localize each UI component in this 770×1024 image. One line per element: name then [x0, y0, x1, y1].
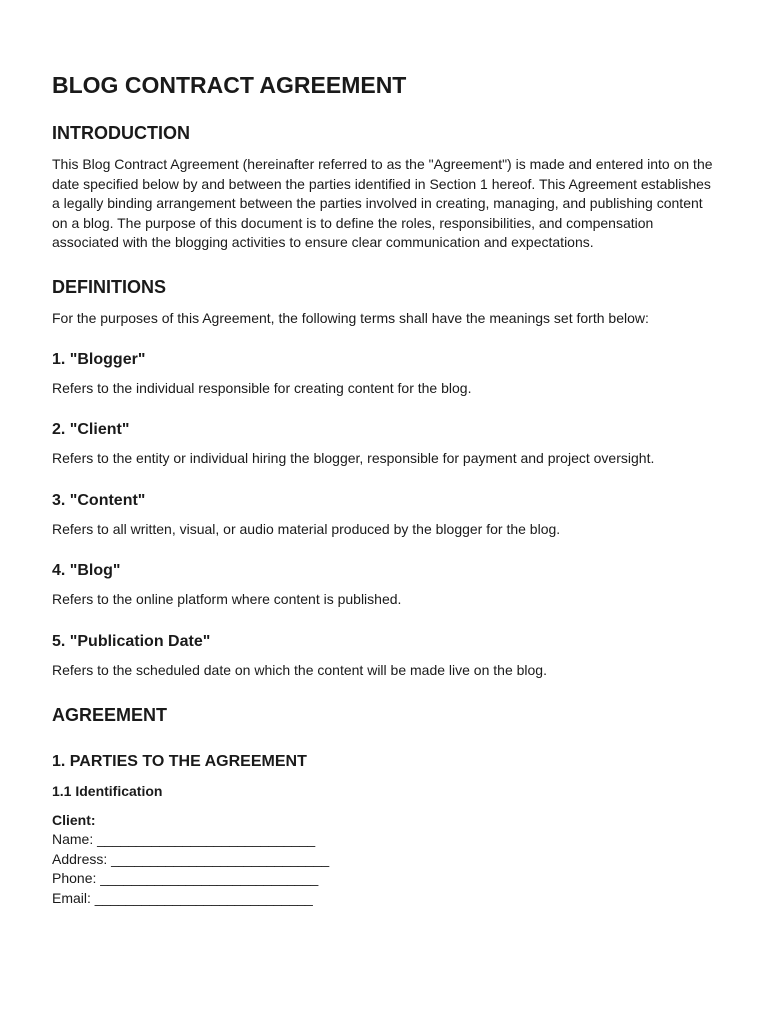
definition-item [52, 349, 718, 399]
definition-title: 5. "Publication Date" [52, 632, 211, 650]
definition-text: Refers to the online platform where content is published. [52, 591, 402, 608]
definition-text: Refers to the scheduled date on which the content will be made live on the blog. [52, 661, 547, 678]
client-label: Client: [52, 811, 96, 828]
client-address-field[interactable]: Address: ____________________________ [52, 850, 330, 867]
introduction-heading: INTRODUCTION [52, 123, 190, 143]
introduction-section [52, 121, 718, 253]
client-identification-form [52, 811, 718, 909]
definition-item [52, 560, 718, 610]
definition-title: 4. "Blog" [52, 562, 121, 580]
definition-text: Refers to the individual responsible for creating content for the blog. [52, 379, 472, 396]
client-phone-field[interactable]: Phone: ____________________________ [52, 870, 319, 887]
definition-title: 2. "Client" [52, 421, 130, 439]
client-name-field[interactable]: Name: ____________________________ [52, 831, 316, 848]
agreement-heading: AGREEMENT [52, 704, 168, 725]
definition-item [52, 490, 718, 540]
definition-text: Refers to all written, visual, or audio material produced by the blogger for the blog. [52, 520, 561, 537]
definitions-heading: DEFINITIONS [52, 276, 167, 297]
client-email-field[interactable]: Email: ____________________________ [52, 889, 313, 906]
document-title: BLOG CONTRACT AGREEMENT [52, 72, 407, 98]
agreement-section [52, 703, 718, 909]
definition-item [52, 631, 718, 681]
definition-title: 3. "Content" [52, 491, 146, 509]
introduction-text: This Blog Contract Agreement (hereinafter referred to as the "Agreement") is made and entered into on the date specified below by and between the parties identified in Section 1 hereof. This Agreement establishes a legally binding arrangement between the parties involved in creating, managing, and publishing content on a blog. The purpose of this document is to define the roles, responsibilities, and compensation associated with the blogging activities to ensure clear communication and expectations. [52, 156, 713, 251]
identification-subtitle: 1.1 Identification [52, 782, 163, 799]
definition-title: 1. "Blogger" [52, 350, 146, 368]
definition-text: Refers to the entity or individual hiring the blogger, responsible for payment and project oversight. [52, 450, 655, 467]
definition-item [52, 419, 718, 469]
parties-section-title: 1. PARTIES TO THE AGREEMENT [52, 752, 307, 770]
definitions-intro: For the purposes of this Agreement, the following terms shall have the meanings set forth below: [52, 309, 649, 326]
definitions-section [52, 275, 718, 681]
